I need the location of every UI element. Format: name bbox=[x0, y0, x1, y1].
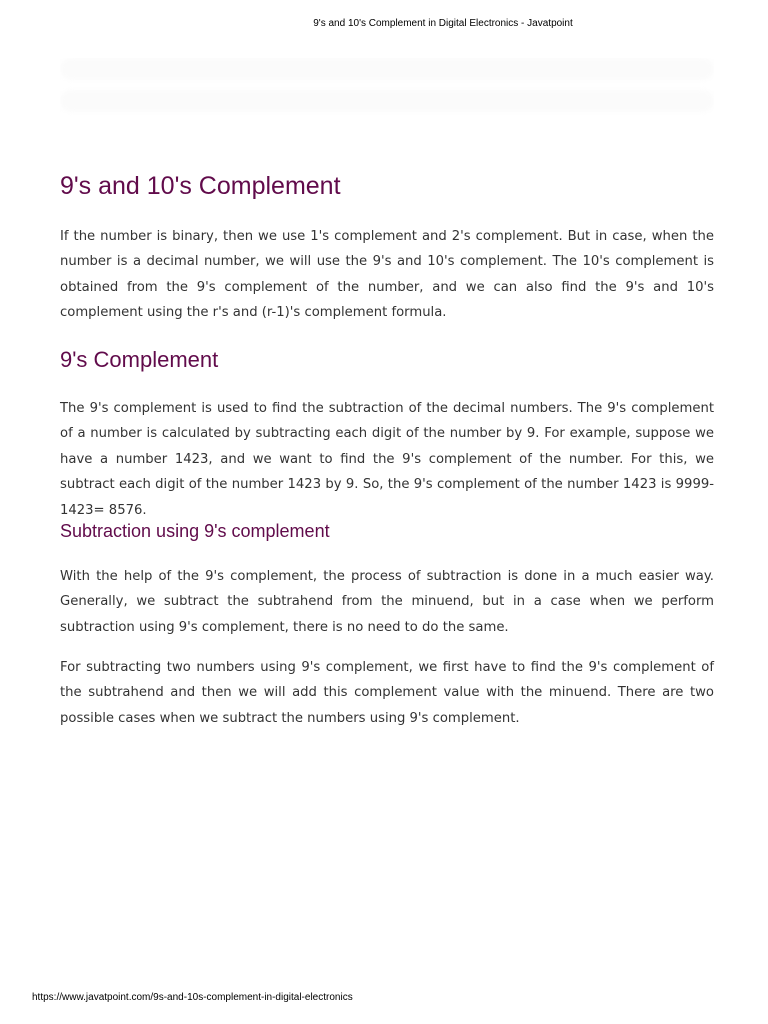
faded-banner-line bbox=[60, 58, 714, 80]
section-heading-9s-complement: 9's Complement bbox=[60, 347, 219, 372]
intro-paragraph: If the number is binary, then we use 1's complement and 2's complement. But in case, when the number is a decimal number, we will use the 9's and 10's complement. The 10's complement is obtained from the 9's complement of the number, and we can also find the 9's and 10's complement using the r's and (r-1)'s complement formula. bbox=[60, 229, 714, 321]
page-title: 9's and 10's Complement bbox=[60, 172, 341, 200]
faded-banner bbox=[60, 58, 714, 128]
print-header-title: 9's and 10's Complement in Digital Electronics - Javatpoint bbox=[313, 18, 573, 29]
subsection-paragraph-1: With the help of the 9's complement, the process of subtraction is done in a much easier way. Generally, we subtract the subtrahend from the minuend, but in a case when we perform subtraction using 9's complement, there is no need to do the same. bbox=[60, 569, 714, 635]
section-paragraph-9s-complement: The 9's complement is used to find the subtraction of the decimal numbers. The 9's complement of a number is calculated by subtracting each digit of the number by 9. For example, suppose we have a number 1423, and we want to find the 9's complement of the number. For this, we subtract each digit of the number 1423 by 9. So, the 9's complement of the number 1423 is 9999-1423= 8576. bbox=[60, 401, 714, 518]
print-footer-url: https://www.javatpoint.com/9s-and-10s-complement-in-digital-electronics bbox=[32, 992, 353, 1003]
subsection-paragraph-2: For subtracting two numbers using 9's complement, we first have to find the 9's complement of the subtrahend and then we will add this complement value with the minuend. There are two possible cases when we subtract the numbers using 9's complement. bbox=[60, 660, 714, 726]
subsection-heading-subtraction: Subtraction using 9's complement bbox=[60, 521, 330, 541]
faded-banner-line bbox=[60, 90, 714, 112]
